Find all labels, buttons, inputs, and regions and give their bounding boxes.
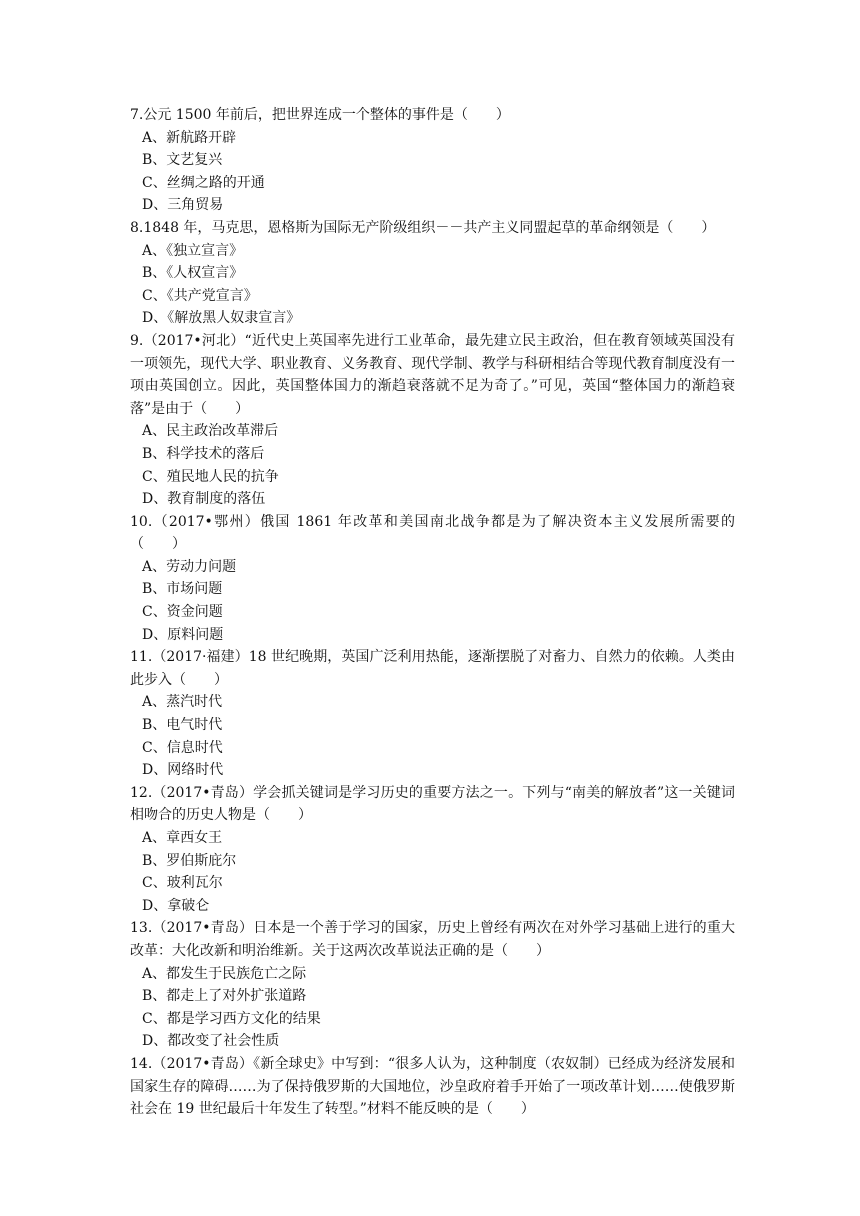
answer-option: A、新航路开辟 — [142, 129, 237, 146]
answer-option: A、都发生于民族危亡之际 — [142, 965, 307, 982]
answer-option: B、市场问题 — [142, 581, 223, 598]
answer-option: C、都是学习西方文化的结果 — [142, 1010, 321, 1027]
answer-option: D、网络时代 — [142, 762, 224, 779]
answer-option: C、丝绸之路的开通 — [142, 174, 265, 191]
question-block — [130, 917, 735, 1053]
question-block — [130, 1053, 735, 1121]
answer-option: B、电气时代 — [142, 717, 223, 734]
question-block — [130, 511, 735, 647]
answer-option: D、拿破仑 — [142, 897, 210, 914]
answer-option: A、劳动力问题 — [142, 558, 237, 575]
answer-option: C、玻利瓦尔 — [142, 875, 223, 892]
question-block — [130, 104, 735, 217]
answer-option: C、殖民地人民的抗争 — [142, 468, 279, 485]
answer-option: D、三角贸易 — [142, 197, 224, 214]
answer-option: A、蒸汽时代 — [142, 694, 223, 711]
question-block — [130, 782, 735, 918]
answer-option: D、教育制度的落伍 — [142, 491, 266, 508]
answer-option: C、《共产党宣言》 — [142, 287, 258, 304]
question-stem: 11.（2017·福建）18 世纪晚期，英国广泛利用热能，逐渐摆脱了对畜力、自然力的依赖。人类由此步入（ ） — [130, 649, 735, 688]
answer-option: B、科学技术的落后 — [142, 445, 265, 462]
question-stem: 14.（2017•青岛）《新全球史》中写到：“很多人认为，这种制度（农奴制）已经成为经济发展和国家生存的障碍……为了保持俄罗斯的大国地位，沙皇政府着手开始了一项改革计划……使俄罗斯社会在 19 世纪最后十年发生了转型。”材料不能反映的是（ ） — [130, 1055, 735, 1118]
answer-option: B、罗伯斯庇尔 — [142, 852, 237, 869]
question-stem: 8.1848 年，马克思，恩格斯为国际无产阶级组织－－共产主义同盟起草的革命纲领是（ ） — [130, 219, 716, 236]
answer-option: C、信息时代 — [142, 739, 223, 756]
answer-option: C、资金问题 — [142, 604, 223, 621]
answer-option: B、《人权宣言》 — [142, 265, 244, 282]
answer-option: A、《独立宣言》 — [142, 242, 244, 259]
question-stem: 12.（2017•青岛）学会抓关键词是学习历史的重要方法之一。下列与“南美的解放者”这一关键词相吻合的历史人物是（ ） — [130, 784, 735, 824]
question-stem: 9.（2017•河北）“近代史上英国率先进行工业革命，最先建立民主政治，但在教育领域英国没有一项领先，现代大学、职业教育、义务教育、现代学制、教学与科研相结合等现代教育制度没有一项由英国创立。因此，英国整体国力的渐趋衰落就不足为奇了。”可见，英国“整体国力的渐趋衰落”是由于（ ） — [130, 332, 735, 417]
answer-option: A、章西女王 — [142, 830, 223, 846]
question-block — [130, 330, 735, 511]
question-stem: 10.（2017•鄂州）俄国 1861 年改革和美国南北战争都是为了解决资本主义发展所需要的（ ） — [130, 513, 735, 553]
answer-option: D、《解放黑人奴隶宣言》 — [142, 310, 301, 327]
question-block — [130, 217, 735, 330]
answer-option: A、民主政治改革滞后 — [142, 423, 279, 440]
answer-option: D、都改变了社会性质 — [142, 1033, 280, 1050]
question-block — [130, 646, 735, 782]
question-stem: 7.公元 1500 年前后，把世界连成一个整体的事件是（ ） — [130, 107, 510, 123]
question-list — [130, 104, 735, 1121]
answer-option: D、原料问题 — [142, 626, 224, 643]
question-stem: 13.（2017•青岛）日本是一个善于学习的国家，历史上曾经有两次在对外学习基础上进行的重大改革：大化改新和明治维新。关于这两次改革说法正确的是（ ） — [130, 920, 735, 959]
answer-option: B、文艺复兴 — [142, 152, 223, 169]
answer-option: B、都走上了对外扩张道路 — [142, 988, 307, 1005]
